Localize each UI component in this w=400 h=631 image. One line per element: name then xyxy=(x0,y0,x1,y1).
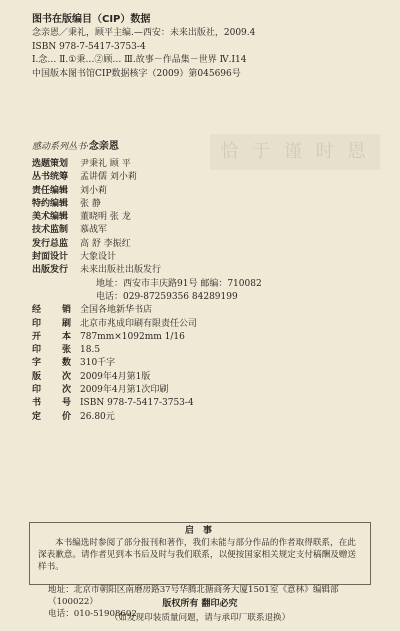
spec-row xyxy=(32,318,352,331)
credit-value: 孟讲儒 刘小莉 xyxy=(80,172,137,183)
series-header xyxy=(32,140,119,154)
spec-label: 字 数 xyxy=(32,358,71,369)
credit-row xyxy=(32,158,352,171)
notice-box xyxy=(29,522,371,585)
notice-address: 地址：北京市朝阳区南磨房路37号华腾北搪商务大厦1501室《意林》编辑部（100022） xyxy=(48,585,339,608)
credit-value: 高 舒 李振红 xyxy=(80,238,131,249)
cip-title: 图书在版编目（CIP）数据 xyxy=(32,14,151,25)
notice-title: 启 事 xyxy=(184,526,216,536)
credit-label: 封面设计 xyxy=(32,252,69,263)
cip-line: 念亲恩／秉礼，顾平主编.—西安：未来出版社，2009.4 xyxy=(32,28,256,38)
spec-row xyxy=(32,331,352,344)
credit-value: 刘小莉 xyxy=(80,185,108,196)
publisher-address: 地址：西安市丰庆路91号 邮编：710082 xyxy=(96,278,262,289)
cip-line: 中国版本图书馆CIP数据核字（2009）第045696号 xyxy=(32,68,241,79)
cip-block xyxy=(32,12,382,81)
credit-row xyxy=(32,171,352,184)
spec-label: 印 次 xyxy=(32,385,71,396)
spec-value: 2009年4月第1版 xyxy=(80,371,151,382)
spec-row xyxy=(32,411,352,424)
spec-value: 北京市兆成印刷有限责任公司 xyxy=(80,318,198,329)
notice-phone: 电话：010-51908602 xyxy=(48,609,137,620)
spec-label: 印 刷 xyxy=(32,318,71,329)
credit-label: 责任编辑 xyxy=(32,185,69,196)
publisher-phone: 电话：029-87259356 84289199 xyxy=(96,291,238,302)
spec-row xyxy=(32,304,352,317)
spec-label: 印 张 xyxy=(32,345,71,356)
credit-row xyxy=(32,198,352,211)
credit-label: 美术编辑 xyxy=(32,212,69,223)
book-title: 念亲恩 xyxy=(88,141,119,152)
credit-row xyxy=(32,264,352,277)
credit-row xyxy=(32,238,352,251)
credit-value: 未来出版社出版发行 xyxy=(80,265,162,276)
spec-label: 定 价 xyxy=(32,411,71,422)
spec-label: 经 销 xyxy=(32,305,71,316)
faint-background-title: 恰 于 谨 时 恩 xyxy=(210,134,380,170)
spec-value: ISBN 978-7-5417-3753-4 xyxy=(80,398,194,409)
spec-row xyxy=(32,384,352,397)
series-dot: · xyxy=(86,142,89,152)
credit-value: 大象设计 xyxy=(80,252,117,263)
credit-row xyxy=(32,211,352,224)
credit-label: 出版发行 xyxy=(32,265,69,276)
series-name: 感动系列丛书 xyxy=(32,142,87,152)
credit-label: 发行总监 xyxy=(32,238,69,249)
credit-value: 董晓明 张 龙 xyxy=(80,212,131,223)
credit-row xyxy=(32,224,352,237)
publisher-line xyxy=(32,278,352,291)
spec-row xyxy=(32,397,352,410)
spec-value: 全国各地新华书店 xyxy=(80,305,153,316)
publisher-line xyxy=(32,291,352,304)
credit-label: 丛书统筹 xyxy=(32,172,69,183)
spec-value: 310千字 xyxy=(80,358,116,369)
copyright-note: （如发现印装质量问题，请与承印厂联系退换） xyxy=(109,613,291,623)
credit-label: 技术监制 xyxy=(32,225,69,236)
spec-value: 2009年4月第1次印刷 xyxy=(80,385,169,396)
credit-row xyxy=(32,185,352,198)
spec-label: 版 次 xyxy=(32,371,71,382)
credit-label: 选题策划 xyxy=(32,159,69,169)
credit-label: 特约编辑 xyxy=(32,198,69,209)
credit-value: 张 静 xyxy=(80,198,101,209)
cip-line: ISBN 978-7-5417-3753-4 xyxy=(32,41,146,52)
credit-value: 慕战军 xyxy=(80,225,108,236)
spec-row xyxy=(32,371,352,384)
copyright-title: 版权所有 翻印必究 xyxy=(162,599,238,609)
spec-value: 787mm×1092mm 1/16 xyxy=(80,331,185,342)
spec-row xyxy=(32,357,352,370)
credit-value: 尹秉礼 顾 平 xyxy=(80,159,131,169)
spec-value: 26.80元 xyxy=(80,411,115,422)
spec-value: 18.5 xyxy=(80,345,101,356)
notice-body: 本书编选时参阅了部分报刊和著作，我们未能与部分作品的作者取得联系，在此深表歉意。请作者见到本书后及时与我们联系，以便按国家相关规定支付稿酬及赠送样书。 xyxy=(38,538,356,573)
credit-row xyxy=(32,251,352,264)
cip-line: Ⅰ.念… Ⅱ.①秉…②顾… Ⅲ.故事－作品集－世界 Ⅳ.I14 xyxy=(32,55,247,65)
spec-row xyxy=(32,344,352,357)
credits-list xyxy=(32,158,352,424)
spec-label: 书 号 xyxy=(32,398,71,409)
spec-label: 开 本 xyxy=(32,331,71,342)
